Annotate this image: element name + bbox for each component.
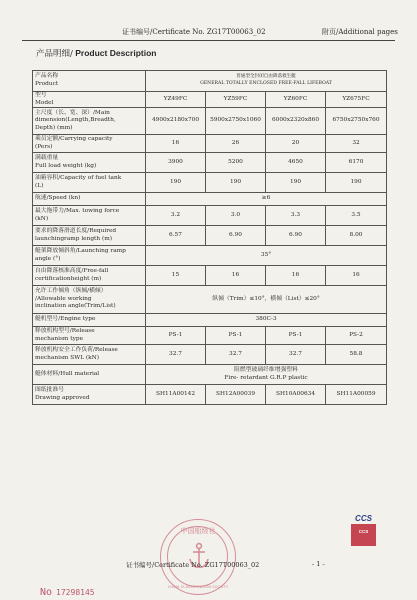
spec-label: 艇架降放倾斜角/Launching ramp angle (°)	[33, 246, 146, 266]
spec-label: 艇体材料/Hull material	[33, 365, 146, 385]
spec-row	[33, 365, 387, 385]
spec-value: 32	[326, 135, 387, 153]
spec-value: 15	[146, 266, 206, 286]
spec-value: YZ675FC	[326, 92, 387, 108]
spec-row	[33, 266, 387, 286]
spec-value: SH10A00634	[266, 385, 326, 405]
spec-value-merged: 380C-3	[146, 314, 387, 327]
spec-value: 5900x2750x1060	[206, 108, 266, 135]
serial-value: 17298145	[56, 588, 95, 597]
seal-text-bottom: CHINA CLASSIFICATION SOCIETY	[167, 585, 229, 589]
spec-value: 58.8	[326, 345, 387, 365]
footer-certificate-number: 证书编号/Certificate No. ZG17T00063_02	[126, 561, 260, 569]
spec-value-merged: 纵倾（Trim）≤10°，横倾（List）≤20°	[146, 286, 387, 314]
spec-label: 释放机构安全工作负荷/Release mechanism SWL (kN)	[33, 345, 146, 365]
product-name	[146, 71, 387, 92]
spec-value: 3900	[146, 153, 206, 173]
spec-value: 26	[206, 135, 266, 153]
ccs-logo	[351, 514, 376, 548]
spec-row	[33, 135, 387, 153]
spec-value: 16	[206, 266, 266, 286]
spec-value: 6.90	[206, 226, 266, 246]
spec-value: 32.7	[206, 345, 266, 365]
spec-value: 6750x2750x760	[326, 108, 387, 135]
spec-row	[33, 226, 387, 246]
spec-value: YZ60FC	[266, 92, 326, 108]
spec-value: 8.00	[326, 226, 387, 246]
spec-value: 4650	[266, 153, 326, 173]
ccs-logo-text: CCS	[355, 514, 372, 523]
spec-value: PS-1	[206, 327, 266, 345]
spec-label: 乘员定额/Carrying capacity (Pers)	[33, 135, 146, 153]
spec-row	[33, 314, 387, 327]
spec-label: 主尺度（长、宽、深）/Main dimension(Length,Breadth, Depth) (mm)	[33, 108, 146, 135]
spec-row	[33, 345, 387, 365]
title-cn: 产品明细/	[36, 49, 73, 59]
spec-value: PS-1	[266, 327, 326, 345]
header-certificate-number: 证书编号/Certificate No. ZG17T00063_02	[122, 28, 266, 36]
spec-value: SH12A00039	[206, 385, 266, 405]
serial-prefix: No	[40, 587, 53, 598]
spec-row	[33, 193, 387, 206]
spec-value-merged: 阻燃型玻璃纤维增强塑料 Fire- retardant G.R.P plastic	[146, 365, 387, 385]
spec-label: 满载重量 Full load weight (kg)	[33, 153, 146, 173]
spec-value: 3.3	[266, 206, 326, 226]
spec-label: 最大拖带力/Max. towing force (kN)	[33, 206, 146, 226]
page-title	[36, 47, 156, 59]
spec-value: 6.57	[146, 226, 206, 246]
spec-value: 3.0	[206, 206, 266, 226]
spec-row	[33, 246, 387, 266]
spec-value: YZ59FC	[206, 92, 266, 108]
spec-row	[33, 206, 387, 226]
spec-value: 6.90	[266, 226, 326, 246]
spec-label: 释放机构型号/Release mechanism type	[33, 327, 146, 345]
spec-value-merged: 35°	[146, 246, 387, 266]
spec-row	[33, 108, 387, 135]
spec-label: 航速/Speed (kn)	[33, 193, 146, 206]
title-en: Product Description	[72, 48, 157, 58]
spec-value: YZ49FC	[146, 92, 206, 108]
spec-value: 32.7	[266, 345, 326, 365]
product-row	[33, 71, 387, 92]
spec-value: 16	[326, 266, 387, 286]
spec-value: 20	[266, 135, 326, 153]
spec-value: 6170	[326, 153, 387, 173]
spec-label: 型号 Model	[33, 92, 146, 108]
spec-row	[33, 286, 387, 314]
spec-row	[33, 173, 387, 193]
serial-number	[40, 580, 95, 599]
spec-label: 要求的降落滑道长度/Required launchingramp length (m)	[33, 226, 146, 246]
ccs-logo-mark	[351, 524, 376, 546]
ccs-logo-mark-text: CCS	[358, 529, 369, 534]
spec-value: 190	[326, 173, 387, 193]
spec-label: 艇机型号/Engine type	[33, 314, 146, 327]
spec-value: 16	[266, 266, 326, 286]
spec-value: 190	[266, 173, 326, 193]
spec-row	[33, 92, 387, 108]
ccs-seal-stamp	[160, 519, 236, 595]
product-name-en: GENERAL TOTALLY ENCLOSED FREE-FALL LIFEBOAT	[200, 81, 332, 86]
spec-label: 油箱容积/Capacity of fuel tank (L)	[33, 173, 146, 193]
spec-value: PS-1	[146, 327, 206, 345]
spec-value: SH11A00142	[146, 385, 206, 405]
spec-value: SH11A00059	[326, 385, 387, 405]
spec-label: 自由降落核准高度/Free-fall certificationheight (m)	[33, 266, 146, 286]
spec-value: 3.2	[146, 206, 206, 226]
header-rule	[22, 40, 395, 41]
product-description-table	[32, 70, 387, 405]
product-label: 产品名称 Product	[33, 71, 146, 92]
spec-value: 5200	[206, 153, 266, 173]
spec-value: 4900x2180x700	[146, 108, 206, 135]
spec-value: 32.7	[146, 345, 206, 365]
spec-value: PS-2	[326, 327, 387, 345]
spec-value: 3.5	[326, 206, 387, 226]
seal-text-top: 中国船级社	[180, 527, 216, 535]
spec-row	[33, 327, 387, 345]
spec-label: 允许工作倾角（纵倾/横倾） /Allowable working inclination angle(Trim/List)	[33, 286, 146, 314]
product-name-cn: 普通型全封闭自由降落救生艇	[236, 74, 296, 80]
spec-value: 6000x2320x860	[266, 108, 326, 135]
spec-value-merged: ≥6	[146, 193, 387, 206]
spec-value: 190	[146, 173, 206, 193]
spec-label: 图纸批准号 Drawing approved	[33, 385, 146, 405]
spec-row	[33, 153, 387, 173]
spec-value: 16	[146, 135, 206, 153]
footer-page-number: - 1 -	[312, 560, 325, 568]
header-additional-pages: 附页/Additional pages	[322, 28, 398, 36]
spec-value: 190	[206, 173, 266, 193]
spec-row	[33, 385, 387, 405]
